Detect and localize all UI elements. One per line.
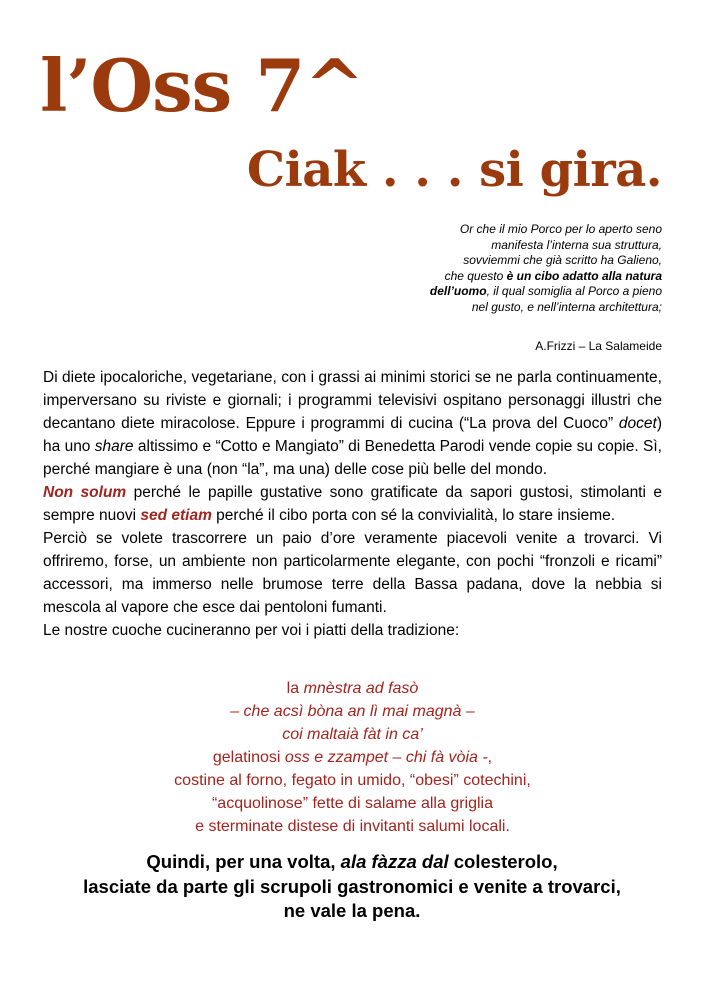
closing-text: Quindi, per una volta, [146,851,341,872]
italic-docet: docet [618,415,657,432]
main-title: l’Oss 7^ [40,43,364,128]
paragraph-diets [43,366,662,481]
epigraph-attribution: A.Frizzi – La Salameide [535,339,662,353]
accent-non-solum: Non solum [43,484,127,501]
closing-dialect: ala fàzza dal [340,851,449,872]
subtitle: Ciak . . . si gira. [246,142,662,198]
menu-list [43,677,662,838]
menu-dialect: oss e zzampet – chi fà vòia - [284,749,488,766]
paragraph-text: perché il cibo porta con sé la convivialità, lo stare insieme. [211,507,616,524]
menu-dialect: coi maltaià fàt in ca’ [282,726,423,743]
menu-item [43,746,662,769]
menu-dialect: mnèstra ad fasò [303,680,419,697]
paragraph-text: altissimo e “Cotto e Mangiato” di Benedetta Parodi vende copie su copie. Sì, perché mangiare è una (non “la”, ma una) delle cose più belle del mondo. [43,438,662,478]
epigraph-text: che questo [444,268,507,283]
closing-line [20,850,684,875]
menu-item: e sterminate distese di invitanti salumi locali. [195,818,510,835]
menu-item [43,700,662,723]
menu-text: , [487,749,493,766]
accent-sed-etiam: sed etiam [140,507,212,524]
body-text [43,366,662,642]
paragraph-text: ) ha uno [43,415,662,455]
epigraph-poem [342,222,662,315]
paragraph-text: perché le papille gustative sono gratificate da sapori gustosi, stimolanti e sempre nuovi [43,484,662,524]
menu-item [43,723,662,746]
closing-line: lasciate da parte gli scrupoli gastronomici e venite a trovarci, [83,875,621,897]
menu-item: “acquolinose” fette di salame alla griglia [211,795,494,812]
paragraph-cooks: Le nostre cuoche cucineranno per voi i piatti della tradizione: [43,622,460,639]
menu-text: gelatinosi [212,749,285,766]
paragraph-non-solum [43,481,662,527]
menu-text: la [286,680,304,697]
epigraph-line: sovviemmi che già scritto ha Galieno, [463,253,662,267]
closing-text: colesterolo, [448,851,558,872]
epigraph-line [342,284,662,300]
menu-dialect: – che acsì bòna an lì mai magnà – [230,703,475,720]
epigraph-line: manifesta l’interna sua struttura, [491,237,662,252]
menu-item: costine al forno, fegato in umido, “obesi” cotechini, [174,772,531,789]
epigraph-emphasis: dell’uomo [429,284,487,298]
epigraph-line: Or che il mio Porco per lo aperto seno [459,222,662,236]
epigraph-emphasis: è un cibo adatto alla natura [506,268,662,283]
epigraph-line: nel gusto, e nell’interna architettura; [471,299,662,314]
paragraph-invitation: Perciò se volete trascorrere un paio d’ore veramente piacevoli venite a trovarci. Vi offriremo, forse, un ambiente non particolarmente elegante, con pochi “fronzoli e ricami” accessori, ma immerso nelle brumose terre della Bassa padana, dove la nebbia si mescola al vapore che esce dai pentoloni fumanti. [43,530,662,616]
closing-statement [20,850,684,924]
paragraph-text: Di diete ipocaloriche, vegetariane, con i grassi ai minimi storici se ne parla continuamente, imperversano su riviste e giornali; i programmi televisivi ospitano personaggi illustri che decantano diete miracolose. Eppure i programmi di cucina (“La prova del Cuoco” [43,369,662,432]
closing-line: ne vale la pena. [283,900,421,921]
epigraph-line [342,269,662,285]
italic-share: share [94,438,134,455]
menu-item [43,677,662,700]
epigraph-text: , il qual somiglia al Porco a pieno [486,284,662,298]
